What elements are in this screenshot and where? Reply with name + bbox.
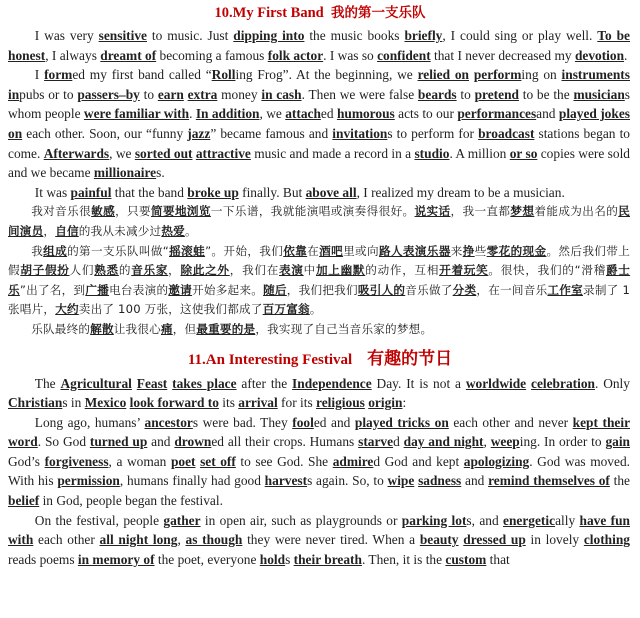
vocab-term: 工作室 xyxy=(547,282,583,297)
vocab-term: painful xyxy=(70,184,112,200)
vocab-term: millionaire xyxy=(93,165,157,181)
text-run: . xyxy=(624,47,628,63)
vocab-term: set off xyxy=(200,453,236,469)
text-run: music and made a record in a xyxy=(250,145,415,161)
vocab-term: attractive xyxy=(195,145,251,161)
vocab-term: dipping into xyxy=(233,28,305,43)
vocab-term: celebration xyxy=(531,375,595,391)
text-run: . Then we were false xyxy=(301,86,418,102)
vocab-term: energetic xyxy=(503,512,556,528)
text-run: . God was moved. With his xyxy=(8,453,630,489)
vocab-term: 除此之外 xyxy=(180,263,230,278)
text-run: 录制了 1 张唱片， xyxy=(8,282,631,317)
text-run: in God, people began the festival. xyxy=(39,493,223,509)
vocab-term: 说实话 xyxy=(414,204,451,219)
text-run: , I realized my dream to be a musician. xyxy=(356,184,565,200)
text-run: s, and xyxy=(466,512,504,528)
text-run: finally. But xyxy=(238,184,306,200)
vocab-term: 敏感 xyxy=(91,204,116,219)
text-run: each other xyxy=(33,532,100,548)
vocab-term: religious xyxy=(316,395,365,411)
text-run: 。然后我们带上假 xyxy=(8,243,631,278)
vocab-term: 分类 xyxy=(452,282,477,297)
text-run: ，我们把我们 xyxy=(286,282,358,297)
text-run: , xyxy=(483,434,491,450)
text-run: money xyxy=(217,86,262,102)
vocab-term: 简要地浏览 xyxy=(151,204,211,219)
vocab-term: 熟悉 xyxy=(94,263,119,278)
vocab-term: were familiar with xyxy=(83,106,190,122)
s1-cn-para-1 xyxy=(8,202,630,241)
vocab-term: Mexico xyxy=(84,395,127,411)
text-run: 在 xyxy=(307,243,320,258)
text-run: God’s xyxy=(8,453,45,469)
text-run: . So God xyxy=(37,434,90,450)
vocab-term: above all xyxy=(305,184,357,200)
text-run: ”出了名，到 xyxy=(19,282,86,297)
s2-en-para-2 xyxy=(8,413,630,511)
vocab-term: gain xyxy=(605,434,630,450)
s1-en-para-2 xyxy=(8,65,630,183)
vocab-term: in memory of xyxy=(77,551,155,567)
vocab-term: perform xyxy=(473,67,522,83)
vocab-term: kept their word xyxy=(8,414,631,450)
text-run: 乐队最终的 xyxy=(31,321,91,336)
text-run: , a woman xyxy=(108,453,171,469)
vocab-term: their breath xyxy=(293,551,362,567)
section-11-title xyxy=(0,344,640,374)
text-run: 。 xyxy=(309,302,322,317)
vocab-term: 开着玩笑 xyxy=(439,263,489,278)
text-run: the xyxy=(609,473,630,489)
vocab-term: 自信 xyxy=(55,223,79,238)
text-run: acts to our xyxy=(394,106,458,122)
s1-cn-para-2 xyxy=(8,242,630,320)
text-run: . Then, it is the xyxy=(361,551,446,567)
vocab-term: origin xyxy=(368,395,403,411)
vocab-term: Afterwards xyxy=(43,145,110,161)
text-run: the music books xyxy=(304,28,405,43)
vocab-term: musician xyxy=(573,86,625,102)
section-10-title xyxy=(0,0,640,26)
vocab-term: 广播 xyxy=(85,282,110,297)
vocab-term: parking lot xyxy=(401,512,467,528)
text-run: and xyxy=(536,106,559,122)
text-run: pubs or to xyxy=(19,86,78,102)
vocab-term: form xyxy=(44,67,73,83)
text-run: , I could sing or play well. xyxy=(442,28,598,43)
vocab-term: 胡子假扮 xyxy=(20,263,70,278)
vocab-term: beards xyxy=(417,86,457,102)
text-run: 的 xyxy=(118,263,132,278)
text-run: ，但 xyxy=(172,321,197,336)
text-run: d xyxy=(393,434,404,450)
text-run: that xyxy=(486,551,510,567)
text-run: the poet, everyone xyxy=(154,551,260,567)
text-run: I was very xyxy=(34,28,99,43)
text-run: to be the xyxy=(518,86,574,102)
vocab-term: confident xyxy=(377,47,431,63)
vocab-term: drown xyxy=(174,434,212,450)
vocab-term: wipe xyxy=(387,473,415,489)
vocab-term: all night long xyxy=(99,532,178,548)
vocab-term: 音乐家 xyxy=(131,263,169,278)
vocab-term: belief xyxy=(8,493,40,509)
vocab-term: 热爱 xyxy=(161,223,185,238)
vocab-term: 邀请 xyxy=(168,282,192,297)
vocab-term: Independence xyxy=(292,375,372,391)
text-run: reads poems xyxy=(8,551,78,567)
vocab-term: humorous xyxy=(336,106,395,122)
vocab-term: custom xyxy=(445,551,487,567)
vocab-term: To be honest xyxy=(8,28,630,63)
text-run: ” became famous and xyxy=(210,125,333,141)
vocab-term: apologizing xyxy=(463,453,530,469)
vocab-term: 随后 xyxy=(263,282,287,297)
vocab-term: or so xyxy=(509,145,538,161)
vocab-term: look forward to xyxy=(129,395,219,411)
vocab-term: 解散 xyxy=(90,321,114,336)
vocab-term: 组成 xyxy=(43,243,68,258)
vocab-term: 爵士乐 xyxy=(8,263,631,297)
vocab-term: played jokes on xyxy=(8,106,630,141)
text-run: 卖出了 100 万张，这使我们都成了 xyxy=(78,302,263,317)
vocab-term: 民间演员 xyxy=(8,204,631,238)
vocab-term: hold xyxy=(259,551,286,567)
vocab-term: pretend xyxy=(474,86,519,102)
text-run: and xyxy=(461,473,489,489)
section-11-title-en: 11.An Interesting Festival xyxy=(187,351,353,368)
text-run: ally xyxy=(555,512,580,528)
text-run: copies were sold and we became xyxy=(8,145,630,181)
text-run: to music. Just xyxy=(146,28,234,43)
vocab-term: In addition xyxy=(195,106,260,122)
text-run: s whom people xyxy=(8,86,630,122)
text-run: 里或向 xyxy=(343,243,379,258)
text-run: becoming a famous xyxy=(156,47,268,63)
text-run: to xyxy=(139,86,158,102)
text-run: : xyxy=(402,395,407,411)
text-run: ing Frog”. At the beginning, we xyxy=(235,67,418,83)
text-run: ed my first band called “ xyxy=(72,67,212,83)
vocab-term: as though xyxy=(185,532,243,548)
vocab-term: invitation xyxy=(332,125,388,141)
text-run: ”。开始，我们 xyxy=(205,243,284,258)
text-run: , humans finally had good xyxy=(119,473,265,489)
vocab-term: passers–by xyxy=(77,86,140,102)
vocab-term: sadness xyxy=(418,473,462,489)
text-run: to see God. She xyxy=(235,453,333,469)
s1-en-para-1 xyxy=(8,26,630,65)
text-run: in open air, such as playgrounds or xyxy=(200,512,402,528)
vocab-term: performances xyxy=(457,106,537,122)
vocab-term: Christian xyxy=(8,395,63,411)
vocab-term: gather xyxy=(163,512,201,528)
text-run: ， xyxy=(43,223,56,238)
text-run: 音乐做了 xyxy=(405,282,453,297)
section-11-title-cn: 有趣的节日 xyxy=(367,348,453,369)
vocab-term: 摇滚蛙 xyxy=(169,243,206,258)
text-run: ，我实现了自己当音乐家的梦想。 xyxy=(255,321,433,336)
text-run: ing on xyxy=(521,67,562,83)
vocab-term: 路人表演乐器 xyxy=(378,243,451,258)
vocab-term: Agricultural xyxy=(60,375,132,391)
text-run: its xyxy=(218,395,239,411)
s1-cn-para-3 xyxy=(8,320,630,340)
text-run: ing. In order to xyxy=(519,434,606,450)
text-run: ，我一直都 xyxy=(450,204,511,219)
vocab-term: 吸引人的 xyxy=(357,282,406,297)
vocab-term: folk actor xyxy=(267,47,324,63)
text-run: 着能成为出名的 xyxy=(534,204,619,219)
vocab-term: 加上幽默 xyxy=(315,263,366,278)
text-run: they were never tired. When a xyxy=(242,532,420,548)
text-run: each other. Soon, our “funny xyxy=(22,125,188,141)
text-run: Long ago, humans’ xyxy=(34,414,145,430)
text-run: ，我们在 xyxy=(229,263,280,278)
text-run: that I never decreased my xyxy=(430,47,575,63)
vocab-term: 梦想 xyxy=(510,204,535,219)
vocab-term: Feast xyxy=(136,375,168,391)
vocab-term: 痛 xyxy=(160,321,173,336)
vocab-term: beauty xyxy=(419,532,459,548)
vocab-term: in cash xyxy=(261,86,302,102)
vocab-term: takes place xyxy=(172,375,237,391)
vocab-term: remind themselves of xyxy=(488,473,610,489)
vocab-term: attach xyxy=(285,106,321,122)
text-run: ， xyxy=(168,263,181,278)
text-run: 的第一支乐队叫做“ xyxy=(67,243,169,258)
vocab-term: forgiveness xyxy=(44,453,109,469)
vocab-term: 百万富翁 xyxy=(262,302,310,317)
vocab-term: dressed up xyxy=(463,532,526,548)
text-run: 来 xyxy=(450,243,463,258)
text-run: 中 xyxy=(303,263,316,278)
text-run: 让我很心 xyxy=(113,321,161,336)
vocab-term: admire xyxy=(332,453,374,469)
text-run: . xyxy=(189,106,196,122)
text-run: , we xyxy=(259,106,286,122)
section-10-title-en: 10.My First Band xyxy=(214,5,324,21)
text-run: for its xyxy=(277,395,317,411)
vocab-term: played tricks on xyxy=(354,414,449,430)
text-run: 。 xyxy=(184,223,197,238)
vocab-term: turned up xyxy=(89,434,148,450)
text-run: 人们 xyxy=(69,263,95,278)
text-run: s to perform for xyxy=(387,125,479,141)
text-run: 我 xyxy=(31,243,44,258)
vocab-term: instruments in xyxy=(8,67,630,102)
vocab-term: starve xyxy=(358,434,394,450)
vocab-term: broadcast xyxy=(478,125,535,141)
text-run: ed and xyxy=(313,414,355,430)
text-run: ，在一间音乐 xyxy=(476,282,548,297)
vocab-term: 大约 xyxy=(55,302,79,317)
text-run: s. xyxy=(156,165,165,181)
vocab-term: extra xyxy=(187,86,218,102)
vocab-term: sorted out xyxy=(134,145,193,161)
text-run: 开始多起来。 xyxy=(192,282,264,297)
text-run: s again. So, to xyxy=(307,473,388,489)
vocab-term: weep xyxy=(490,434,520,450)
text-run: in lovely xyxy=(525,532,584,548)
vocab-term: relied on xyxy=(417,67,469,83)
text-run: s were bad. They xyxy=(192,414,293,430)
vocab-term: jazz xyxy=(187,125,211,141)
section-10-title-cn: 我的第一支乐队 xyxy=(330,5,426,21)
text-run: s xyxy=(285,551,294,567)
text-run: 我对音乐很 xyxy=(31,204,92,219)
vocab-term: 最重要的是 xyxy=(196,321,256,336)
vocab-term: have fun with xyxy=(8,512,630,548)
vocab-term: 挣 xyxy=(462,243,475,258)
text-run: stations began to come. xyxy=(8,125,630,161)
text-run: d God and kept xyxy=(373,453,464,469)
vocab-term: dreamt of xyxy=(100,47,157,63)
text-run: I xyxy=(34,67,45,83)
vocab-term: ancestor xyxy=(144,414,193,430)
text-run: ，只要 xyxy=(115,204,151,219)
text-run: each other and never xyxy=(448,414,573,430)
text-run: 一下乐谱，我就能演唱或演奏得很好。 xyxy=(210,204,415,219)
text-run: , we xyxy=(109,145,135,161)
vocab-term: studio xyxy=(414,145,450,161)
s1-en-para-3 xyxy=(8,183,630,203)
text-run: Day. It is not a xyxy=(371,375,466,391)
s2-en-para-3 xyxy=(8,511,630,570)
vocab-term: fool xyxy=(292,414,314,430)
vocab-term: devotion xyxy=(574,47,625,63)
text-run: and xyxy=(147,434,175,450)
text-run: ed xyxy=(320,106,337,122)
vocab-term: 酒吧 xyxy=(319,243,344,258)
text-run: , I always xyxy=(45,47,101,63)
vocab-term: earn xyxy=(157,86,184,102)
text-run: 。很快，我们的“滑稽 xyxy=(488,263,606,278)
text-run: . Only xyxy=(594,375,630,391)
s2-en-para-1 xyxy=(8,374,630,413)
text-run: It was xyxy=(34,184,71,200)
text-run: 些 xyxy=(474,243,487,258)
vocab-term: sensitive xyxy=(98,28,147,43)
text-run: On the festival, people xyxy=(34,512,164,528)
text-run: 的动作，互相 xyxy=(365,263,440,278)
text-run: . I was so xyxy=(323,47,378,63)
vocab-term: arrival xyxy=(238,395,278,411)
vocab-term: poet xyxy=(170,453,196,469)
vocab-term: permission xyxy=(57,473,120,489)
vocab-term: harvest xyxy=(264,473,308,489)
vocab-term: day and night xyxy=(403,434,484,450)
vocab-term: broke up xyxy=(187,184,239,200)
text-run: . A million xyxy=(449,145,510,161)
text-run: s in xyxy=(62,395,85,411)
text-run: after the xyxy=(236,375,293,391)
text-run: 电台表演的 xyxy=(109,282,169,297)
vocab-term: worldwide xyxy=(465,375,527,391)
text-run: that the band xyxy=(111,184,188,200)
text-run: 的我从未减少过 xyxy=(78,223,162,238)
vocab-term: clothing xyxy=(583,532,630,548)
text-run: The xyxy=(34,375,61,391)
vocab-term: briefly xyxy=(404,28,443,43)
text-run: , xyxy=(177,532,186,548)
text-run: to xyxy=(456,86,475,102)
text-run: ed all their crops. Humans xyxy=(211,434,359,450)
vocab-term: 零花的现金 xyxy=(486,243,547,258)
vocab-term: 表演 xyxy=(279,263,304,278)
vocab-term: 依靠 xyxy=(283,243,308,258)
vocab-term: Roll xyxy=(211,67,236,83)
